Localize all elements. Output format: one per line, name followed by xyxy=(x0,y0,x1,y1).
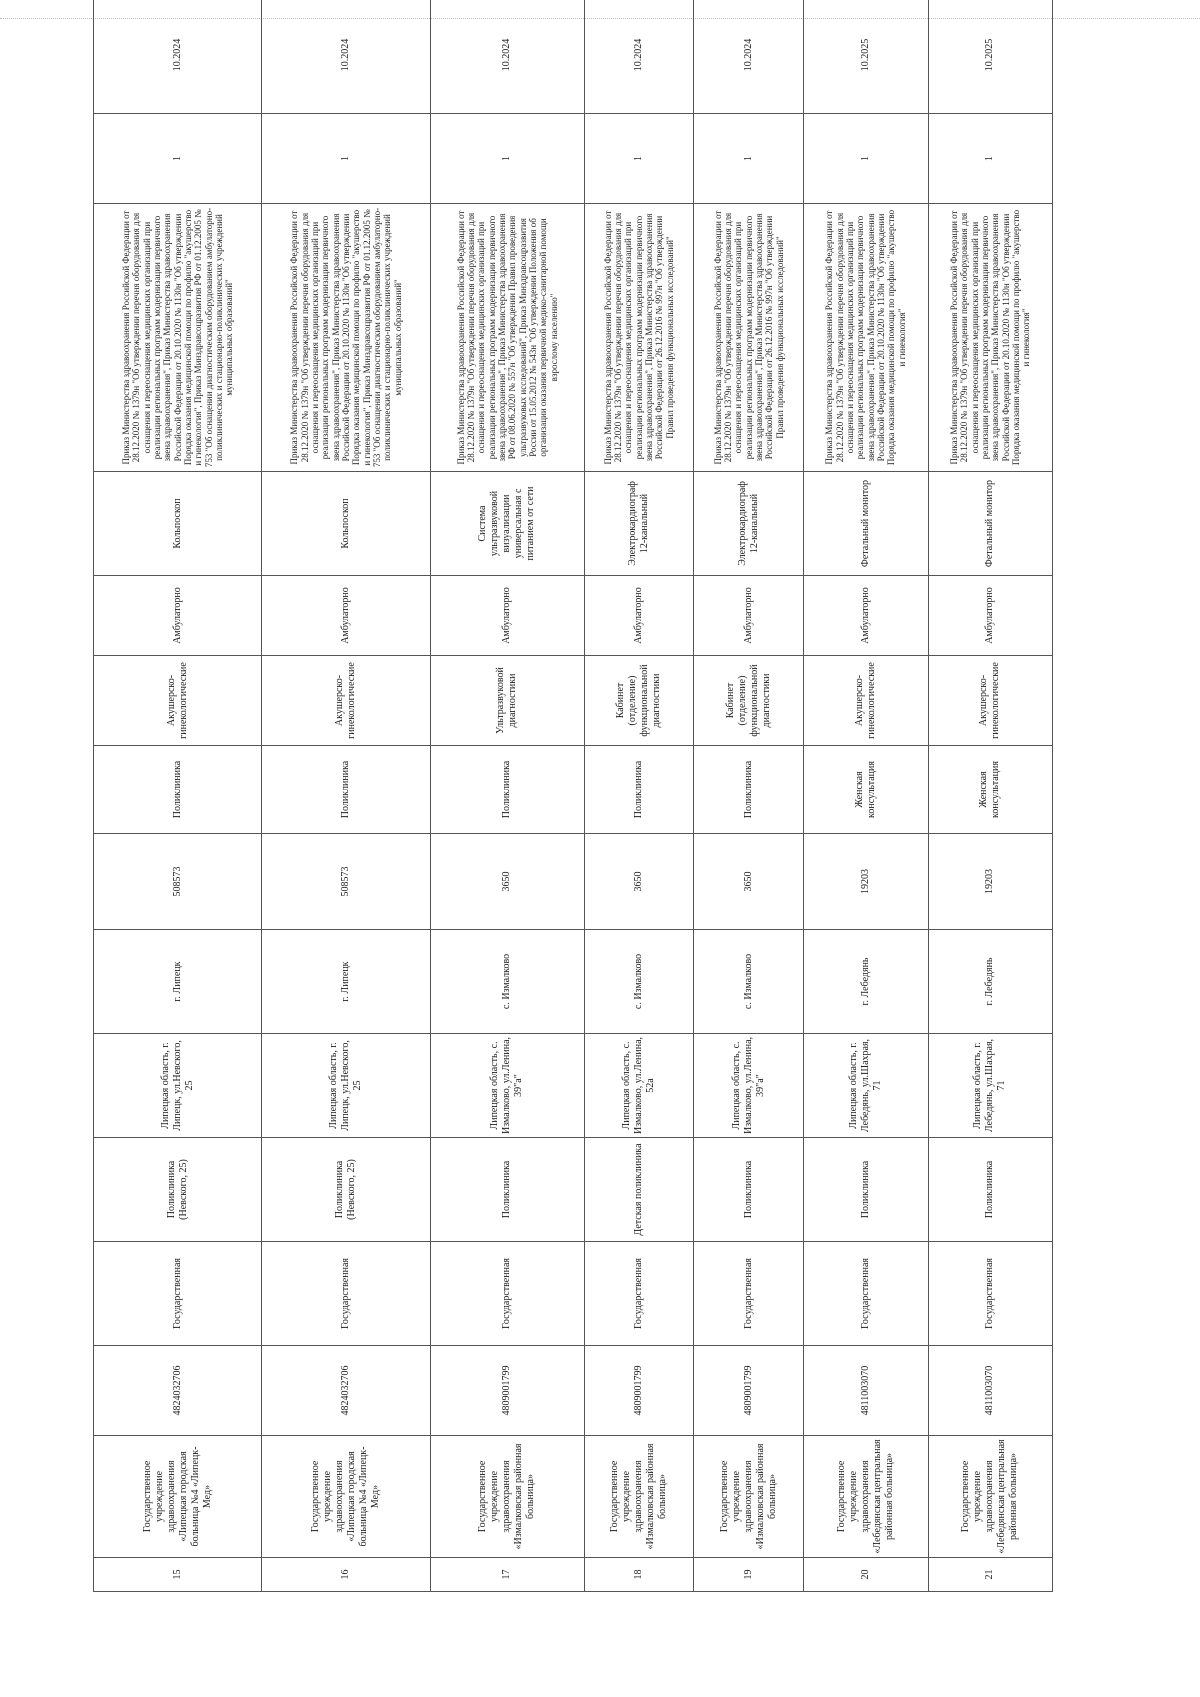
cell-delivery-date: 10.2024 xyxy=(584,0,694,114)
cell-structural-unit: Поликлиника (Невского, 25) xyxy=(94,1138,262,1242)
cell-structural-unit: Поликлиника xyxy=(694,1138,804,1242)
cell-quantity: 1 xyxy=(94,114,262,204)
cell-inn-code: 4809001799 xyxy=(430,1346,584,1436)
table-row xyxy=(584,0,694,1592)
cell-ownership-form: Государственная xyxy=(94,1242,262,1346)
cell-department-profile: Ультразвуковой диагностики xyxy=(430,656,584,746)
cell-address: Липецкая область, с. Измалково, ул.Ленина, 39"а" xyxy=(430,1034,584,1138)
cell-equipment-name: Электрокардиограф 12-канальный xyxy=(694,472,804,576)
cell-locality: г. Липецк xyxy=(94,930,262,1034)
table-row xyxy=(928,0,1052,1592)
cell-regulatory-basis: Приказ Министерства здравоохранения Российской Федерации от 28.12.2020 № 1379н "Об утверждении перечня оборудования для оснащения и переоснащения медицинских организаций при реализации региональных программ модернизации первичного звена здравоохранения", Приказ Министерства здравоохранения Российской Федерации от 20.10.2020 № 1130н "Об утверждении Порядка оказания медицинской помощи по профилю "акушерство и гинекология", Приказ Минздравсоцразвития РФ от 01.12.2005 № 753 "Об оснащении диагностическим оборудованием амбулаторно-поликлинических и стационарно-поликлинических учреждений муниципальных образований" xyxy=(94,204,262,472)
cell-care-conditions: Амбулаторно xyxy=(584,576,694,656)
cell-address: Липецкая область, г. Лебедянь, ул.Шахрая, 71 xyxy=(928,1034,1052,1138)
cell-row-number: 19 xyxy=(694,1558,804,1592)
cell-facility-type: Поликлиника xyxy=(584,746,694,834)
cell-organization-name: Государственное учреждение здравоохранения «Измалковская районная больница» xyxy=(584,1436,694,1558)
cell-facility-type: Женская консультация xyxy=(928,746,1052,834)
cell-population: 3650 xyxy=(694,834,804,930)
cell-delivery-date: 10.2024 xyxy=(430,0,584,114)
cell-quantity: 1 xyxy=(928,114,1052,204)
cell-address: Липецкая область, г. Липецк, ул.Невского, 25 xyxy=(262,1034,430,1138)
rotated-table-wrapper xyxy=(93,38,1053,1592)
cell-population: 3650 xyxy=(430,834,584,930)
cell-equipment-name: Электрокардиограф 12-канальный xyxy=(584,472,694,576)
cell-care-conditions: Амбулаторно xyxy=(804,576,928,656)
cell-locality: г. Лебедянь xyxy=(804,930,928,1034)
cell-ownership-form: Государственная xyxy=(694,1242,804,1346)
cell-row-number: 15 xyxy=(94,1558,262,1592)
cell-equipment-name: Система ультразвуковой визуализации универсальная с питанием от сети xyxy=(430,472,584,576)
cell-delivery-date: 10.2025 xyxy=(928,0,1052,114)
cell-department-profile: Акушерско-гинекологические xyxy=(928,656,1052,746)
cell-row-number: 16 xyxy=(262,1558,430,1592)
cell-inn-code: 4809001799 xyxy=(584,1346,694,1436)
cell-row-number: 17 xyxy=(430,1558,584,1592)
cell-organization-name: Государственное учреждение здравоохранения «Липецкая городская больница №4 «Липецк-Мед» xyxy=(94,1436,262,1558)
cell-organization-name: Государственное учреждение здравоохранения «Измалковская районная больница» xyxy=(694,1436,804,1558)
cell-population: 19203 xyxy=(928,834,1052,930)
cell-department-profile: Акушерско-гинекологические xyxy=(262,656,430,746)
cell-population: 508573 xyxy=(262,834,430,930)
cell-population: 19203 xyxy=(804,834,928,930)
cell-quantity: 1 xyxy=(694,114,804,204)
cell-care-conditions: Амбулаторно xyxy=(694,576,804,656)
cell-equipment-name: Фетальный монитор xyxy=(928,472,1052,576)
cell-organization-name: Государственное учреждение здравоохранения «Лебедянская центральная районная больница» xyxy=(928,1436,1052,1558)
cell-regulatory-basis: Приказ Министерства здравоохранения Российской Федерации от 28.12.2020 № 1379н "Об утверждении перечня оборудования для оснащения и переоснащения медицинских организаций при реализации региональных программ модернизации первичного звена здравоохранения", Приказ Министерства здравоохранения Российской Федерации от 20.10.2020 № 1130н "Об утверждении Порядка оказания медицинской помощи по профилю "акушерство и гинекология", Приказ Минздравсоцразвития РФ от 01.12.2005 № 753 "Об оснащении диагностическим оборудованием амбулаторно-поликлинических и стационарно-поликлинических учреждений муниципальных образований" xyxy=(262,204,430,472)
cell-inn-code: 4811003070 xyxy=(804,1346,928,1436)
table-row xyxy=(94,0,262,1592)
cell-locality: с. Измалково xyxy=(694,930,804,1034)
cell-population: 3650 xyxy=(584,834,694,930)
cell-facility-type: Поликлиника xyxy=(262,746,430,834)
cell-inn-code: 4824032706 xyxy=(94,1346,262,1436)
cell-structural-unit: Поликлиника (Невского, 25) xyxy=(262,1138,430,1242)
cell-equipment-name: Фетальный монитор xyxy=(804,472,928,576)
cell-structural-unit: Детская поликлиника xyxy=(584,1138,694,1242)
cell-ownership-form: Государственная xyxy=(804,1242,928,1346)
cell-quantity: 1 xyxy=(584,114,694,204)
cell-ownership-form: Государственная xyxy=(262,1242,430,1346)
cell-ownership-form: Государственная xyxy=(584,1242,694,1346)
cell-address: Липецкая область, с. Измалково, ул.Ленина, 52а xyxy=(584,1034,694,1138)
cell-regulatory-basis: Приказ Министерства здравоохранения Российской Федерации от 28.12.2020 № 1379н "Об утверждении перечня оборудования для оснащения и переоснащения медицинских организаций при реализации региональных программ модернизации первичного звена здравоохранения", Приказ Министерства здравоохранения РФ от 08.06.2020 № 557н "Об утверждении Правил проведения ультразвуковых исследований", Приказ Минздравсоцразвития России от 15.05.2012 № 543н "Об утверждении Положения об организации оказания первичной медико-санитарной помощи взрослому населению" xyxy=(430,204,584,472)
cell-address: Липецкая область, с. Измалково, ул.Ленина, 39"а" xyxy=(694,1034,804,1138)
cell-inn-code: 4824032706 xyxy=(262,1346,430,1436)
cell-regulatory-basis: Приказ Министерства здравоохранения Российской Федерации от 28.12.2020 № 1379н "Об утверждении перечня оборудования для оснащения и переоснащения медицинских организаций при реализации региональных программ модернизации первичного звена здравоохранения", Приказ Министерства здравоохранения Российской Федерации от 26.12.2016 № 997н "Об утверждении Правил проведения функциональных исследований" xyxy=(694,204,804,472)
table-row xyxy=(804,0,928,1592)
cell-organization-name: Государственное учреждение здравоохранения «Лебедянская центральная районная больница» xyxy=(804,1436,928,1558)
cell-quantity: 1 xyxy=(430,114,584,204)
cell-delivery-date: 10.2024 xyxy=(262,0,430,114)
cell-facility-type: Поликлиника xyxy=(694,746,804,834)
cell-locality: г. Лебедянь xyxy=(928,930,1052,1034)
cell-equipment-name: Кольпоскоп xyxy=(262,472,430,576)
cell-equipment-name: Кольпоскоп xyxy=(94,472,262,576)
cell-ownership-form: Государственная xyxy=(928,1242,1052,1346)
cell-row-number: 18 xyxy=(584,1558,694,1592)
cell-department-profile: Кабинет (отделение) функциональной диагностики xyxy=(694,656,804,746)
cell-organization-name: Государственное учреждение здравоохранения «Измалковская районная больница» xyxy=(430,1436,584,1558)
cell-department-profile: Акушерско-гинекологические xyxy=(804,656,928,746)
cell-department-profile: Акушерско-гинекологические xyxy=(94,656,262,746)
cell-delivery-date: 10.2025 xyxy=(804,0,928,114)
cell-locality: г. Липецк xyxy=(262,930,430,1034)
cell-facility-type: Поликлиника xyxy=(94,746,262,834)
cell-inn-code: 4811003070 xyxy=(928,1346,1052,1436)
equipment-table xyxy=(93,0,1053,1592)
cell-delivery-date: 10.2024 xyxy=(694,0,804,114)
cell-quantity: 1 xyxy=(804,114,928,204)
cell-structural-unit: Поликлиника xyxy=(928,1138,1052,1242)
cell-row-number: 21 xyxy=(928,1558,1052,1592)
cell-structural-unit: Поликлиника xyxy=(430,1138,584,1242)
cell-care-conditions: Амбулаторно xyxy=(430,576,584,656)
cell-population: 508573 xyxy=(94,834,262,930)
cell-locality: с. Измалково xyxy=(584,930,694,1034)
cell-facility-type: Поликлиника xyxy=(430,746,584,834)
cell-structural-unit: Поликлиника xyxy=(804,1138,928,1242)
cell-regulatory-basis: Приказ Министерства здравоохранения Российской Федерации от 28.12.2020 № 1379н "Об утверждении перечня оборудования для оснащения и переоснащения медицинских организаций при реализации региональных программ модернизации первичного звена здравоохранения", Приказ Министерства здравоохранения Российской Федерации от 20.10.2020 № 1130н "Об утверждении Порядка оказания медицинской помощи по профилю "акушерство и гинекология" xyxy=(928,204,1052,472)
cell-inn-code: 4809001799 xyxy=(694,1346,804,1436)
cell-delivery-date: 10.2024 xyxy=(94,0,262,114)
cell-organization-name: Государственное учреждение здравоохранения «Липецкая городская больница №4 «Липецк-Мед» xyxy=(262,1436,430,1558)
table-row xyxy=(262,0,430,1592)
cell-regulatory-basis: Приказ Министерства здравоохранения Российской Федерации от 28.12.2020 № 1379н "Об утверждении перечня оборудования для оснащения и переоснащения медицинских организаций при реализации региональных программ модернизации первичного звена здравоохранения", Приказ Министерства здравоохранения Российской Федерации от 26.12.2016 № 997н "Об утверждении Правил проведения функциональных исследований" xyxy=(584,204,694,472)
cell-care-conditions: Амбулаторно xyxy=(262,576,430,656)
cell-ownership-form: Государственная xyxy=(430,1242,584,1346)
table-row xyxy=(694,0,804,1592)
cell-quantity: 1 xyxy=(262,114,430,204)
cell-department-profile: Кабинет (отделение) функциональной диагностики xyxy=(584,656,694,746)
cell-facility-type: Женская консультация xyxy=(804,746,928,834)
cell-locality: с. Измалково xyxy=(430,930,584,1034)
cell-row-number: 20 xyxy=(804,1558,928,1592)
cell-care-conditions: Амбулаторно xyxy=(928,576,1052,656)
cell-regulatory-basis: Приказ Министерства здравоохранения Российской Федерации от 28.12.2020 № 1379н "Об утверждении перечня оборудования для оснащения и переоснащения медицинских организаций при реализации региональных программ модернизации первичного звена здравоохранения", Приказ Министерства здравоохранения Российской Федерации от 20.10.2020 № 1130н "Об утверждении Порядка оказания медицинской помощи по профилю "акушерство и гинекология" xyxy=(804,204,928,472)
cell-address: Липецкая область, г. Лебедянь, ул.Шахрая, 71 xyxy=(804,1034,928,1138)
table-row xyxy=(430,0,584,1592)
cell-care-conditions: Амбулаторно xyxy=(94,576,262,656)
cell-address: Липецкая область, г. Липецк, ул.Невского, 25 xyxy=(94,1034,262,1138)
